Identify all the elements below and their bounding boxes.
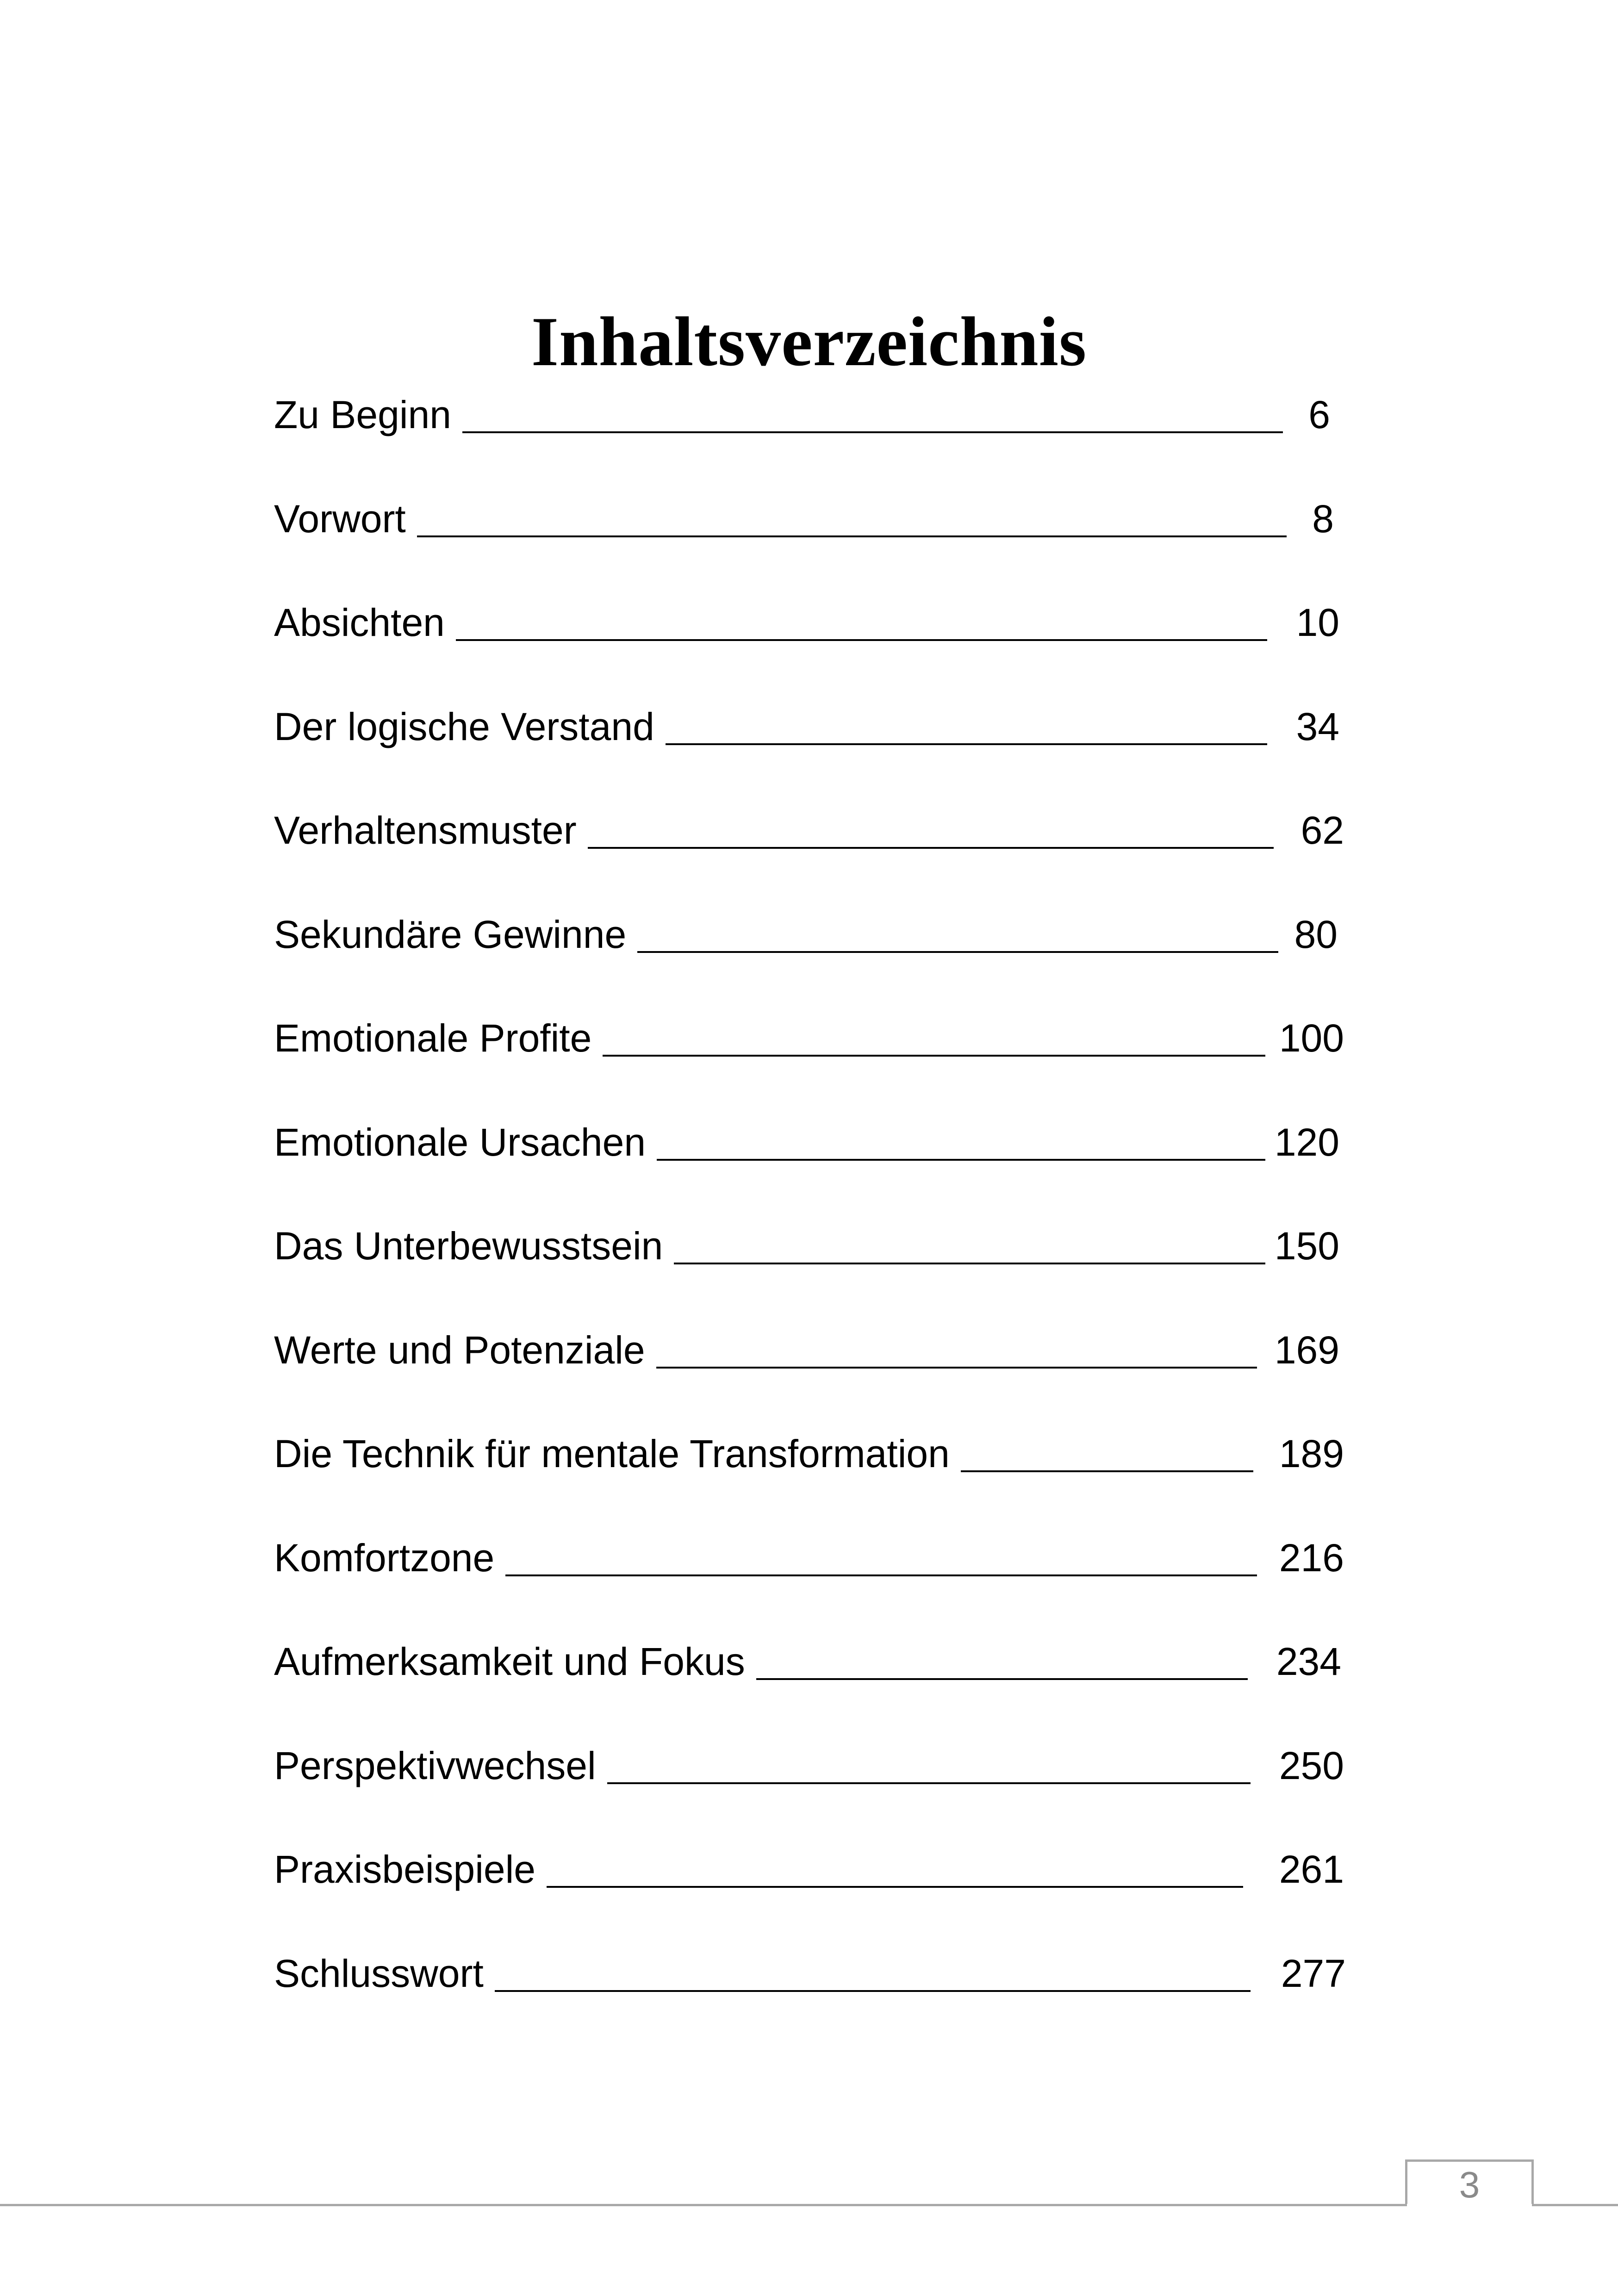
toc-entry-title: Emotionale Ursachen xyxy=(274,1120,646,1164)
toc-leader-line xyxy=(505,1574,1257,1576)
toc-entry-page: 100 xyxy=(1279,1016,1344,1060)
page-number: 3 xyxy=(1459,2164,1480,2205)
page-number-box xyxy=(1405,2159,1534,2204)
toc-leader-line xyxy=(756,1678,1248,1680)
toc-entry-page: 216 xyxy=(1279,1536,1344,1580)
toc-leader-line xyxy=(607,1782,1251,1784)
toc-entry xyxy=(274,596,1366,651)
toc-entry-title: Komfortzone xyxy=(274,1536,495,1580)
toc-entry-page: 62 xyxy=(1301,809,1344,852)
toc-leader-line xyxy=(674,1263,1265,1264)
toc-entry xyxy=(274,803,1366,859)
toc-entry-page: 234 xyxy=(1276,1640,1341,1683)
toc-entry xyxy=(274,1011,1366,1067)
toc-entry xyxy=(274,388,1366,443)
toc-leader-line xyxy=(666,743,1267,745)
footer-rule-left xyxy=(0,2204,1407,2206)
toc-leader-line xyxy=(462,431,1283,433)
toc-entry-title: Das Unterbewusstsein xyxy=(274,1224,663,1268)
page-title: Inhaltsverzeichnis xyxy=(531,302,1087,380)
toc-entry xyxy=(274,1947,1366,2002)
toc-entry-title: Werte und Potenziale xyxy=(274,1328,645,1372)
toc-entry-page: 8 xyxy=(1312,497,1334,541)
toc-entry xyxy=(274,1739,1366,1794)
toc-leader-line xyxy=(495,1990,1251,1992)
toc-entry xyxy=(274,1531,1366,1587)
toc-entry-page: 250 xyxy=(1279,1743,1344,1787)
toc-entry-title: Schlusswort xyxy=(274,1951,484,1995)
toc-leader-line xyxy=(588,847,1274,849)
toc-leader-line xyxy=(456,639,1267,641)
toc-entry xyxy=(274,908,1366,963)
toc-entry xyxy=(274,492,1366,548)
toc-entry-page: 150 xyxy=(1274,1224,1339,1268)
toc-entry xyxy=(274,1427,1366,1482)
toc-entry xyxy=(274,700,1366,755)
toc-leader-line xyxy=(417,535,1287,537)
toc-entry-title: Praxisbeispiele xyxy=(274,1848,535,1891)
toc-entry xyxy=(274,1219,1366,1275)
toc-entry-title: Zu Beginn xyxy=(274,393,451,436)
toc-entry-title: Der logische Verstand xyxy=(274,704,654,748)
toc-entry-title: Aufmerksamkeit und Fokus xyxy=(274,1640,745,1683)
toc-entry-title: Die Technik für mentale Transformation xyxy=(274,1432,950,1475)
toc-entry-title: Sekundäre Gewinne xyxy=(274,912,627,956)
toc-entry-page: 169 xyxy=(1274,1328,1339,1372)
toc-leader-line xyxy=(547,1886,1243,1888)
toc-entry xyxy=(274,1323,1366,1379)
toc-entry-page: 120 xyxy=(1274,1120,1339,1164)
toc-entry-page: 80 xyxy=(1294,912,1338,956)
toc-entry-page: 277 xyxy=(1281,1951,1346,1995)
toc-leader-line xyxy=(637,951,1278,953)
toc-leader-line xyxy=(657,1159,1265,1161)
toc-entry xyxy=(274,1635,1366,1690)
toc-entry-page: 10 xyxy=(1296,601,1339,644)
toc-entry-title: Absichten xyxy=(274,601,445,644)
toc-leader-line xyxy=(656,1367,1257,1369)
toc-entry-title: Emotionale Profite xyxy=(274,1016,592,1060)
toc-entry-title: Perspektivwechsel xyxy=(274,1743,596,1787)
toc-entry-page: 6 xyxy=(1308,393,1330,436)
toc-entry-page: 34 xyxy=(1296,704,1339,748)
toc-entry-title: Vorwort xyxy=(274,497,406,541)
toc-entry-page: 261 xyxy=(1279,1848,1344,1891)
toc-entry xyxy=(274,1842,1366,1898)
footer-rule-right xyxy=(1532,2204,1618,2206)
toc-entry-title: Verhaltensmuster xyxy=(274,809,577,852)
toc-leader-line xyxy=(961,1470,1253,1472)
toc-entry-page: 189 xyxy=(1279,1432,1344,1475)
toc-leader-line xyxy=(603,1055,1265,1057)
toc-entry xyxy=(274,1115,1366,1171)
